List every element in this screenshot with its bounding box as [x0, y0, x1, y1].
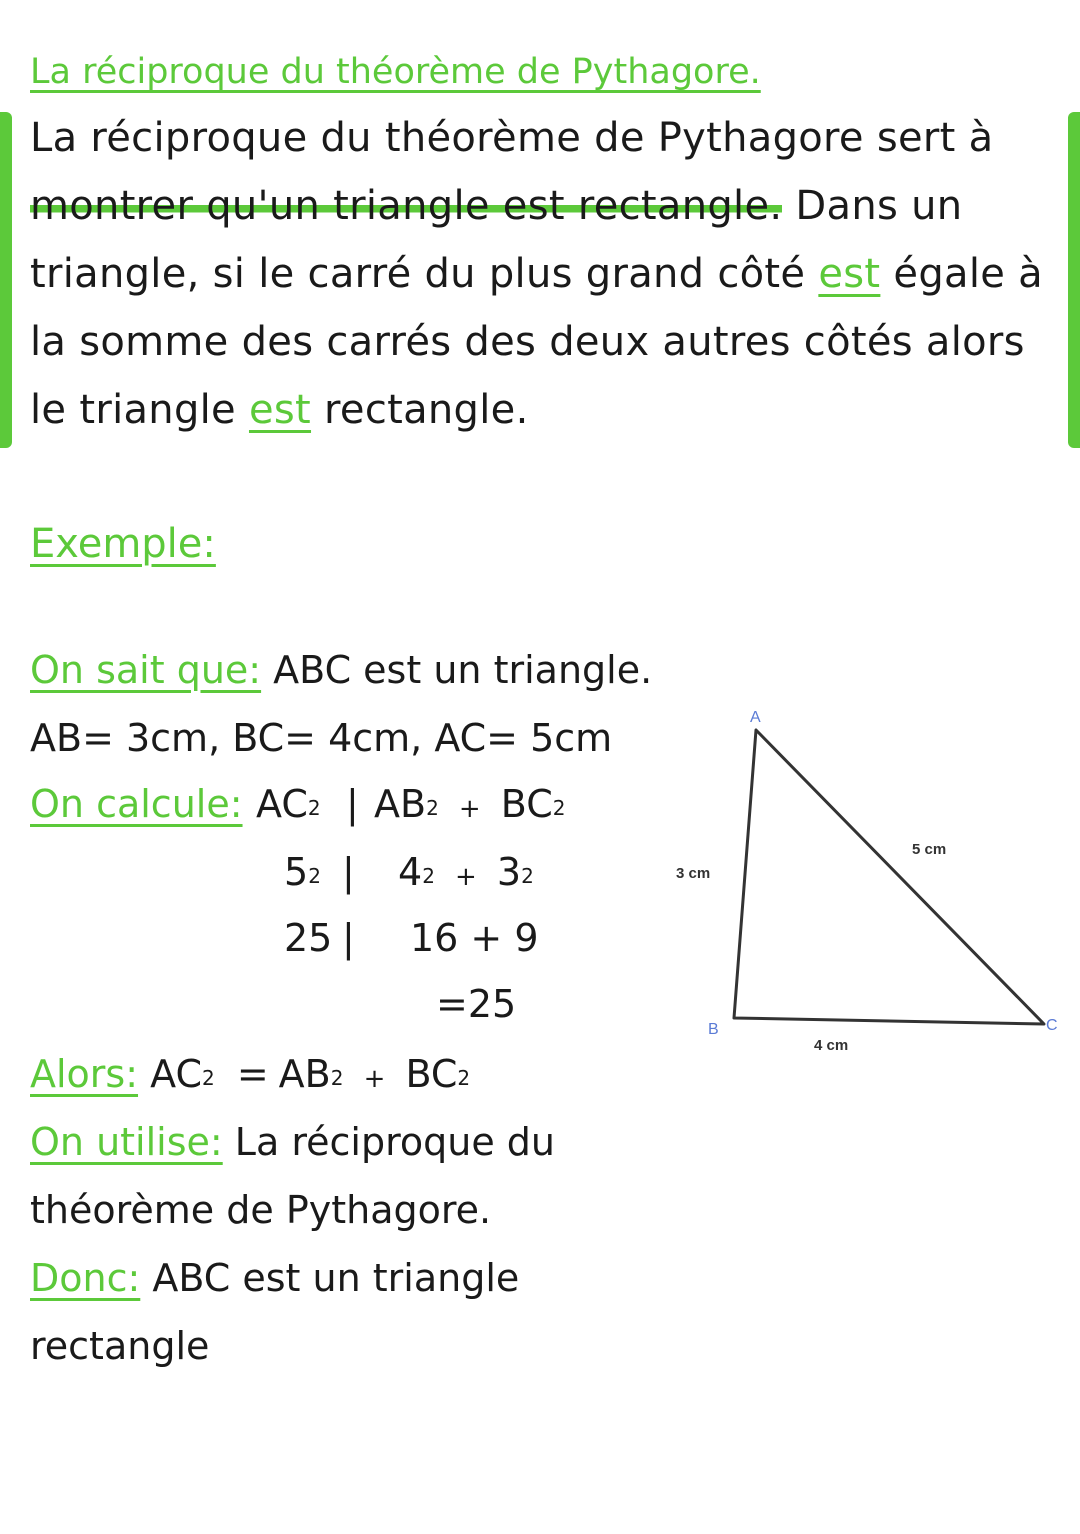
calc-term: 25	[284, 916, 333, 960]
calc-exp: 2	[330, 1066, 344, 1090]
definition-est: est	[818, 251, 881, 297]
on-utilise-text: La réciproque du	[222, 1120, 555, 1164]
on-calcule-label	[30, 776, 243, 832]
vertex-b-label: B	[708, 1021, 719, 1038]
calc-term: 4	[398, 850, 423, 894]
calc-row-2	[284, 844, 321, 900]
left-accent-bar	[0, 112, 12, 448]
calc-exp: 2	[426, 796, 439, 820]
calc-row-3	[284, 910, 332, 966]
on-utilise-line-2: théorème de Pythagore.	[30, 1188, 492, 1232]
calc-sep: |	[346, 782, 359, 826]
calc-row-3-right: 16 + 9	[410, 916, 539, 960]
calc-exp: 2	[308, 864, 321, 888]
vertex-a-label: A	[750, 709, 761, 726]
calc-term: AB	[278, 1052, 331, 1096]
calc-sep: |	[342, 916, 355, 960]
calc-row-4: =25	[436, 982, 517, 1026]
calc-row-2-right	[398, 844, 534, 905]
calc-row-1	[256, 776, 321, 832]
calc-exp: 2	[307, 796, 321, 820]
calc-term: 5	[284, 850, 309, 894]
calc-plus: +	[455, 862, 477, 892]
calc-sep: |	[342, 850, 355, 894]
lengths-line: AB= 3cm, BC= 4cm, AC= 5cm	[30, 716, 613, 760]
calc-exp: 2	[457, 1066, 471, 1090]
calc-term: 3	[496, 850, 522, 894]
side-ab-label: 3 cm	[676, 865, 711, 882]
on-calcule-label-text: On calcule:	[30, 782, 243, 826]
triangle-abc	[734, 730, 1044, 1024]
calc-plus: +	[458, 794, 481, 824]
definition-est: est	[248, 387, 312, 433]
right-accent-bar	[1068, 112, 1080, 448]
side-ac-label: 5 cm	[912, 841, 947, 858]
calc-term: AC	[150, 1052, 202, 1096]
calc-term: AC	[256, 782, 308, 826]
alors-line	[30, 1046, 470, 1107]
definition-text: rectangle.	[311, 387, 529, 433]
donc-line	[30, 1250, 519, 1306]
donc-label: Donc:	[30, 1256, 141, 1300]
on-utilise-line	[30, 1114, 555, 1170]
donc-line-2: rectangle	[30, 1324, 210, 1368]
vertex-c-label: C	[1046, 1017, 1058, 1034]
definition-text: La réciproque du théorème de Pythagore sert à	[30, 115, 994, 161]
definition-highlight: montrer qu'un triangle est rectangle.	[30, 183, 783, 229]
page-title: La réciproque du théorème de Pythagore.	[30, 52, 761, 92]
calc-exp: 2	[552, 796, 566, 820]
definition-text: égale à la somme des carrés des deux autres côtés alors le triangle	[30, 251, 1043, 433]
calc-term: BC	[500, 782, 553, 826]
on-sait-label: On sait que:	[30, 648, 262, 692]
donc-text: ABC est un triangle	[140, 1256, 520, 1300]
equals-sign: =	[236, 1052, 269, 1096]
calc-row-1-right	[374, 776, 565, 837]
calc-term: BC	[405, 1052, 458, 1096]
calc-exp: 2	[422, 864, 435, 888]
example-label: Exemple:	[30, 521, 216, 567]
on-sait-line	[30, 642, 652, 698]
definition-text: Dans un triangle, si le carré du plus grand côté	[30, 183, 963, 297]
calc-exp: 2	[202, 1066, 215, 1090]
triangle-figure	[640, 690, 1080, 1070]
on-sait-text: ABC est un triangle.	[261, 648, 653, 692]
on-utilise-label: On utilise:	[30, 1120, 223, 1164]
calc-exp: 2	[521, 864, 534, 888]
definition-paragraph	[30, 104, 1060, 444]
side-bc-label: 4 cm	[814, 1037, 849, 1054]
calc-plus: +	[363, 1064, 386, 1094]
alors-label: Alors:	[30, 1052, 139, 1096]
calc-term: AB	[374, 782, 427, 826]
